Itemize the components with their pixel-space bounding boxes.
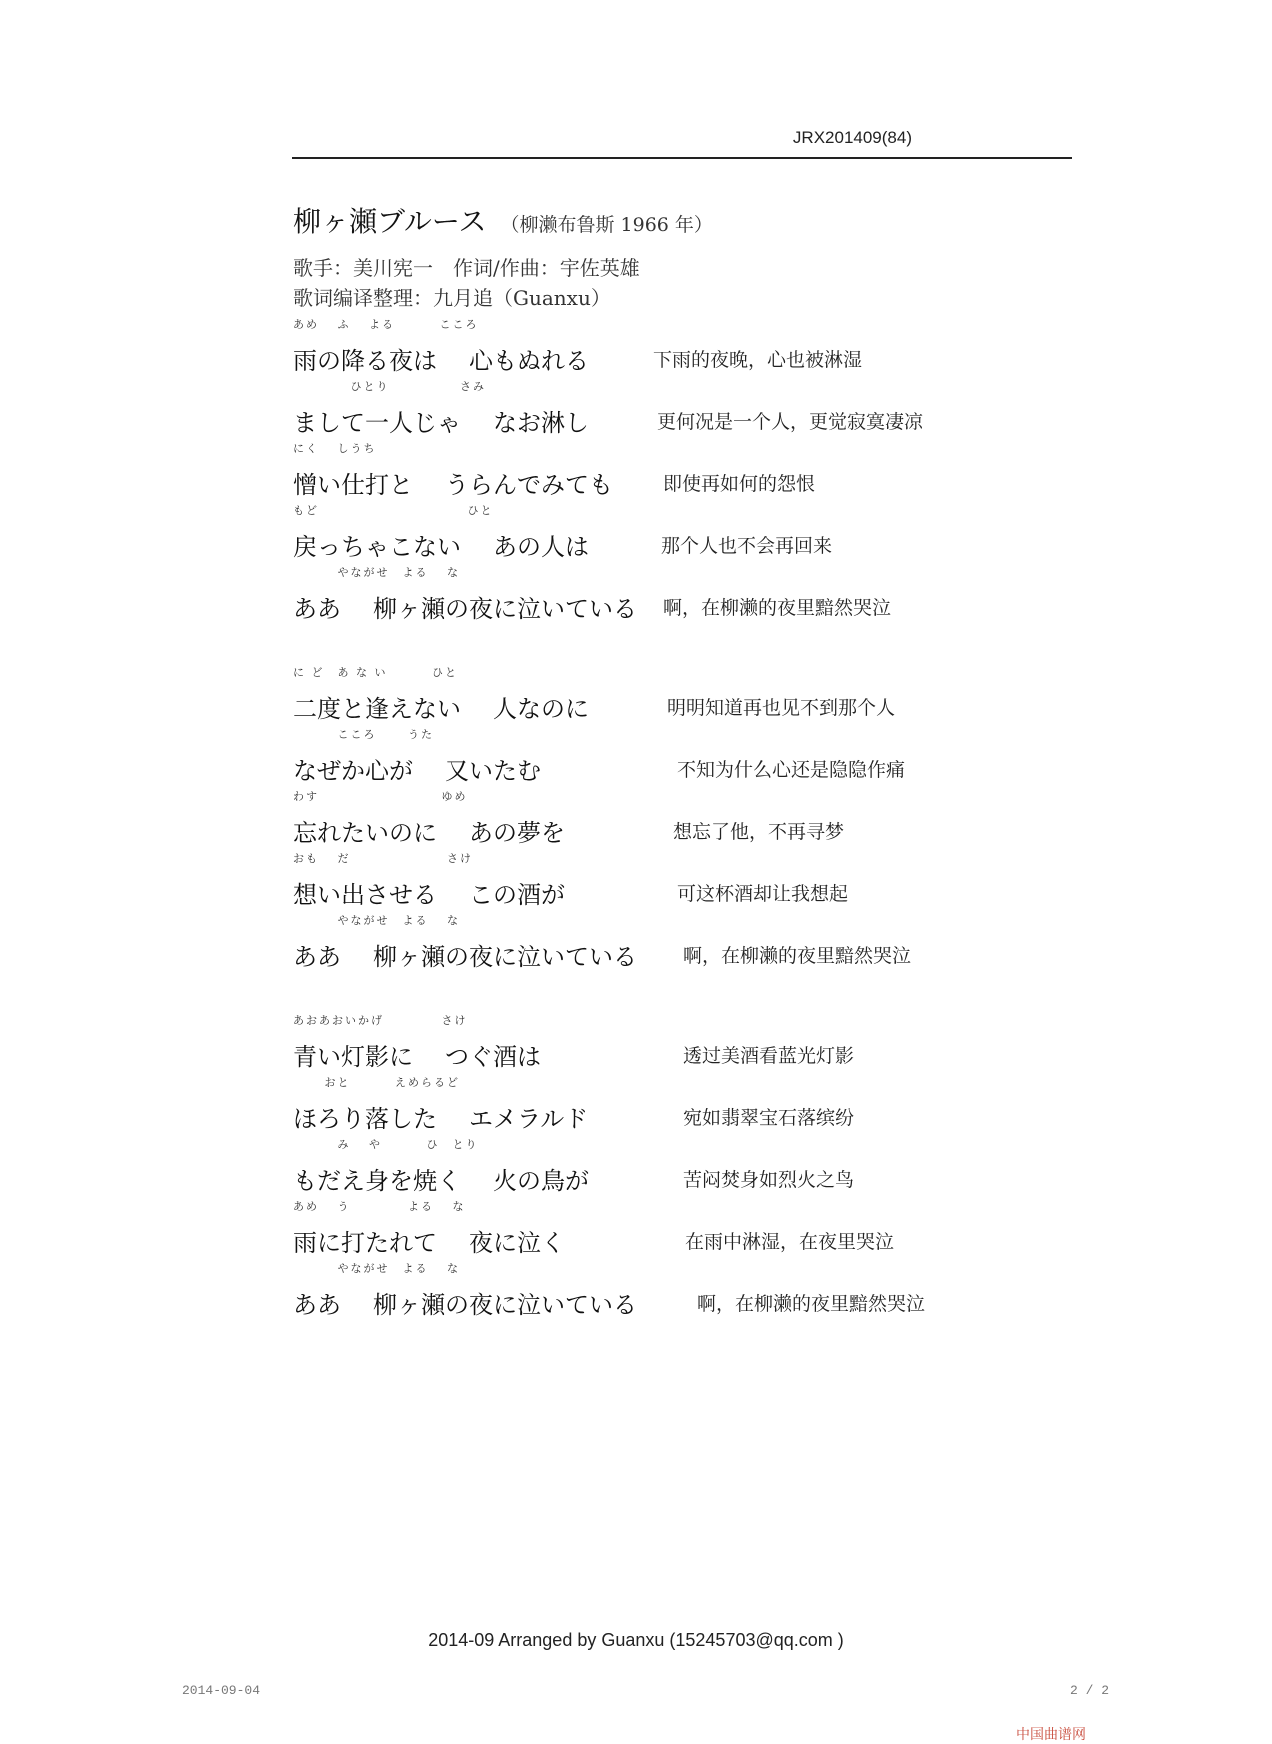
lyric-cn: 啊，在柳濑的夜里黯然哭泣 (697, 1293, 926, 1315)
lyric-jp-b: この酒が (469, 881, 565, 909)
lyric-cn: 啊，在柳濑的夜里黯然哭泣 (663, 597, 892, 619)
furigana: わす ゆめ (293, 790, 468, 803)
lyric-line (293, 378, 1013, 438)
lyric-jp-a: まして一人じゃ (293, 409, 461, 437)
furigana: にく しうち (293, 442, 377, 455)
lyric-jp-a: 忘れたいのに (293, 819, 437, 847)
lyric-cn: 可这杯酒却让我想起 (677, 883, 849, 905)
song-title-main: 柳ヶ瀬ブルース (293, 205, 487, 238)
print-date: 2014-09-04 (182, 1683, 261, 1698)
lyric-line (293, 316, 1013, 376)
header-rule (292, 157, 1072, 159)
lyric-cn: 苦闷焚身如烈火之鸟 (683, 1169, 855, 1191)
furigana: ひとり さみ (293, 380, 486, 393)
lyric-jp-a: 雨の降る夜は (293, 347, 437, 375)
furigana: こころ うた (293, 728, 434, 741)
lyric-line (293, 850, 1013, 910)
credits-line-1: 歌手：美川宪一 作词/作曲：宇佐英雄 (293, 256, 640, 280)
lyric-cn: 啊，在柳濑的夜里黯然哭泣 (683, 945, 912, 967)
lyric-line (293, 788, 1013, 848)
document-code: JRX201409(84) (792, 128, 912, 147)
page-number: 2 / 2 (1070, 1683, 1110, 1698)
lyric-jp-a: 雨に打たれて (293, 1229, 437, 1257)
lyric-jp-a: 憎い仕打と (293, 471, 413, 499)
lyric-cn: 宛如翡翠宝石落缤纷 (683, 1107, 855, 1129)
lyric-line (293, 1260, 1013, 1320)
lyric-jp-b: 火の鳥が (493, 1167, 589, 1195)
watermark: 中国曲谱网 (1016, 1727, 1086, 1743)
lyric-cn: 下雨的夜晚，心也被淋湿 (653, 349, 863, 371)
lyric-jp-b: あの夢を (469, 819, 565, 847)
lyric-line (293, 912, 1013, 972)
furigana: おと えめらるど (293, 1076, 460, 1089)
lyric-line (293, 1012, 1013, 1072)
furigana: に ど あ な い ひと (293, 666, 458, 679)
lyric-jp-a: ああ (293, 1291, 341, 1319)
lyric-jp-b: 柳ヶ瀬の夜に泣いている (373, 943, 637, 971)
lyric-jp-b: 柳ヶ瀬の夜に泣いている (373, 1291, 637, 1319)
lyric-cn: 不知为什么心还是隐隐作痛 (677, 759, 906, 781)
lyric-cn: 在雨中淋湿，在夜里哭泣 (685, 1231, 895, 1253)
lyric-jp-a: もだえ身を焼く (293, 1167, 461, 1195)
furigana: あめ う よる な (293, 1200, 466, 1213)
furigana: やながせ よる な (293, 1262, 460, 1275)
lyric-line (293, 502, 1013, 562)
lyric-jp-b: 柳ヶ瀬の夜に泣いている (373, 595, 637, 623)
lyric-line (293, 1198, 1013, 1258)
lyric-line (293, 440, 1013, 500)
furigana: あめ ふ よる こころ (293, 318, 479, 331)
lyric-jp-a: ああ (293, 943, 341, 971)
furigana: あおあおいかげ さけ (293, 1014, 468, 1027)
lyric-jp-a: なぜか心が (293, 757, 413, 785)
lyric-cn: 即使再如何的怨恨 (663, 473, 816, 495)
lyric-jp-b: あの人は (493, 533, 589, 561)
arranger-credit: 2014-09 Arranged by Guanxu (15245703@qq.com ) (428, 1630, 844, 1650)
lyric-jp-a: ああ (293, 595, 341, 623)
lyric-jp-a: 戻っちゃこない (293, 533, 461, 561)
furigana: もど ひと (293, 504, 494, 517)
lyric-jp-b: 又いたむ (445, 757, 541, 785)
lyric-jp-b: なお淋し (493, 409, 589, 437)
furigana: やながせ よる な (293, 566, 460, 579)
lyric-line (293, 564, 1013, 624)
lyric-cn: 那个人也不会再回来 (661, 535, 833, 557)
lyric-line (293, 664, 1013, 724)
lyric-cn: 想忘了他，不再寻梦 (673, 821, 845, 843)
lyric-jp-b: エメラルド (469, 1105, 589, 1133)
song-title-sub: （柳濑布鲁斯 1966 年） (500, 214, 713, 236)
lyric-cn: 透过美酒看蓝光灯影 (683, 1045, 855, 1067)
lyric-jp-b: 人なのに (493, 695, 589, 723)
lyric-jp-a: 想い出させる (293, 881, 437, 909)
lyric-line (293, 1136, 1013, 1196)
lyric-line (293, 726, 1013, 786)
song-title (293, 200, 713, 240)
furigana: み や ひ とり (293, 1138, 479, 1151)
lyric-jp-a: 青い灯影に (293, 1043, 413, 1071)
lyric-jp-a: 二度と逢えない (293, 695, 461, 723)
lyric-cn: 明明知道再也见不到那个人 (667, 697, 896, 719)
lyric-jp-b: つぐ酒は (445, 1043, 541, 1071)
lyric-jp-b: 心もぬれる (469, 347, 589, 375)
lyric-jp-a: ほろり落した (293, 1105, 437, 1133)
credits-line-2: 歌词编译整理：九月追（Guanxu） (293, 286, 611, 310)
furigana: おも だ さけ (293, 852, 473, 865)
lyric-jp-b: 夜に泣く (469, 1229, 565, 1257)
lyric-jp-b: うらんでみても (445, 471, 613, 499)
lyric-line (293, 1074, 1013, 1134)
furigana: やながせ よる な (293, 914, 460, 927)
lyric-cn: 更何况是一个人，更觉寂寞凄凉 (657, 411, 924, 433)
